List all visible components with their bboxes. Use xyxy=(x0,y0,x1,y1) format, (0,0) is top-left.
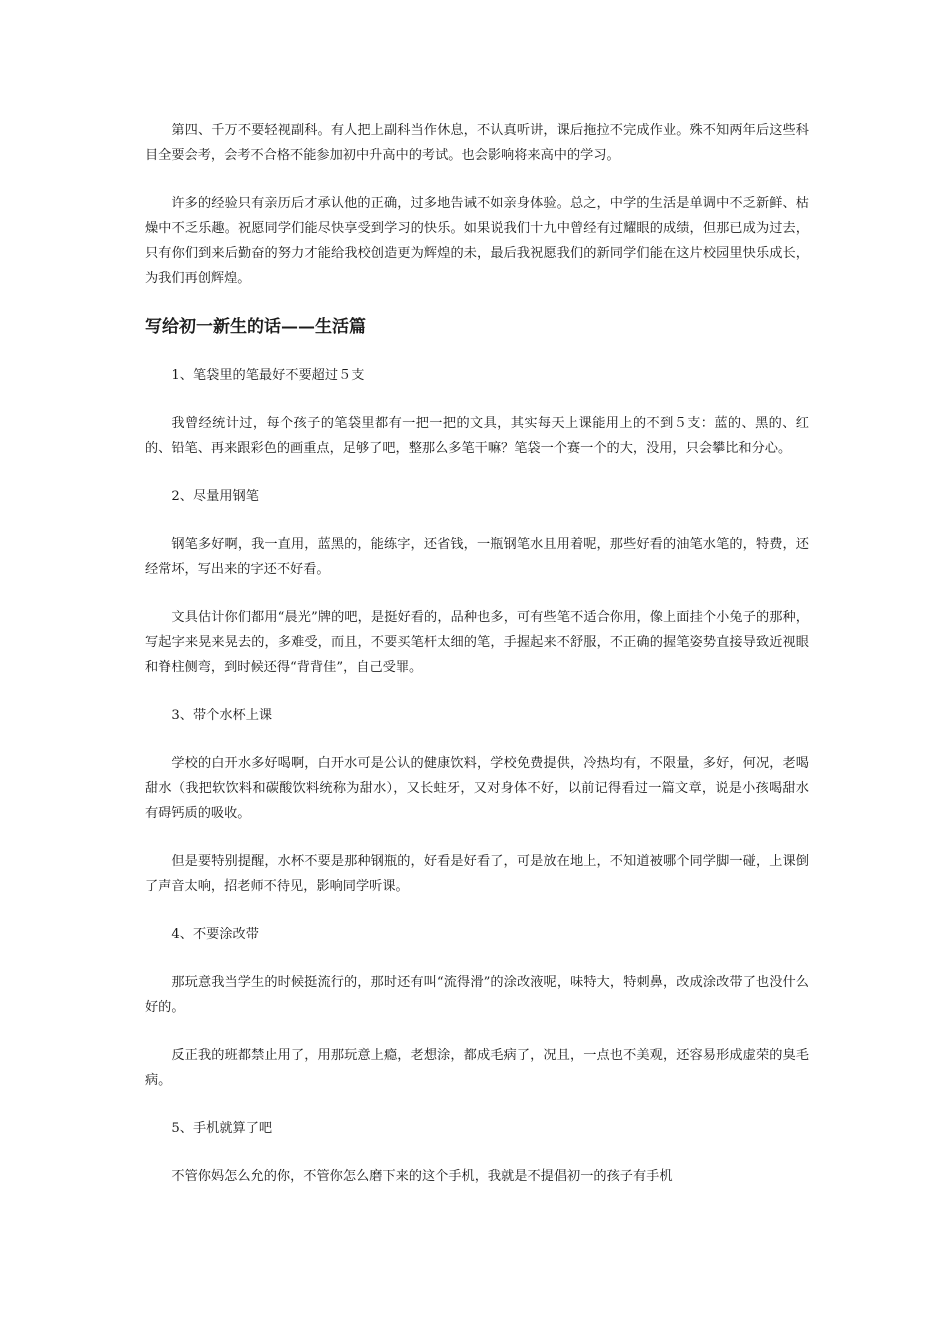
item-2-paragraph-1: 钢笔多好啊，我一直用，蓝黑的，能练字，还省钱，一瓶钢笔水且用着呢，那些好看的油笔水笔的，特费，还经常坏，写出来的字还不好看。 xyxy=(145,537,809,577)
intro-paragraph-1: 第四、千万不要轻视副科。有人把上副科当作休息，不认真听讲，课后拖拉不完成作业。殊不知两年后这些科目全要会考，会考不合格不能参加初中升高中的考试。也会影响将来高中的学习。 xyxy=(145,123,809,163)
item-3-paragraph-2: 但是要特别提醒，水杯不要是那种钢瓶的，好看是好看了，可是放在地上，不知道被哪个同学脚一碰，上课倒了声音太响，招老师不待见，影响同学听课。 xyxy=(145,854,809,894)
item-3-paragraph-1: 学校的白开水多好喝啊，白开水可是公认的健康饮料，学校免费提供，冷热均有，不限量，多好，何况，老喝甜水（我把软饮料和碳酸饮料统称为甜水），又长蛀牙，又对身体不好，以前记得看过一篇文章，说是小孩喝甜水有碍钙质的吸收。 xyxy=(145,756,809,821)
item-2-paragraph-2: 文具估计你们都用“晨光”牌的吧，是挺好看的，品种也多，可有些笔不适合你用，像上面挂个小兔子的那种，写起字来晃来晃去的，多难受，而且，不要买笔杆太细的笔，手握起来不舒服，不正确的握笔姿势直接导致近视眼和脊柱侧弯，到时候还得“背背佳”，自己受罪。 xyxy=(145,610,809,675)
item-title-1: 1、笔袋里的笔最好不要超过５支 xyxy=(171,368,365,383)
item-4-paragraph-2: 反正我的班都禁止用了，用那玩意上瘾，老想涂，都成毛病了，况且，一点也不美观，还容易形成虚荣的臭毛病。 xyxy=(145,1048,809,1088)
item-5-paragraph-1: 不管你妈怎么允的你，不管你怎么磨下来的这个手机，我就是不提倡初一的孩子有手机 xyxy=(171,1169,673,1184)
item-title-4: 4、不要涂改带 xyxy=(171,927,259,942)
item-1-paragraph-1: 我曾经统计过，每个孩子的笔袋里都有一把一把的文具，其实每天上课能用上的不到５支：蓝的、黑的、红的、铅笔、再来跟彩色的画重点，足够了吧，整那么多笔干嘛？笔袋一个赛一个的大，没用，只会攀比和分心。 xyxy=(145,416,809,456)
intro-paragraph-2: 许多的经验只有亲历后才承认他的正确，过多地告诫不如亲身体验。总之，中学的生活是单调中不乏新鲜、枯燥中不乏乐趣。祝愿同学们能尽快享受到学习的快乐。如果说我们十九中曾经有过耀眼的成绩，但那已成为过去，只有你们到来后勤奋的努力才能给我校创造更为辉煌的未，最后我祝愿我们的新同学们能在这片校园里快乐成长，为我们再创辉煌。 xyxy=(145,196,809,286)
item-title-5: 5、手机就算了吧 xyxy=(171,1121,273,1136)
section-title: 写给初一新生的话——生活篇 xyxy=(145,317,366,337)
item-title-2: 2、尽量用钢笔 xyxy=(171,489,259,504)
document-page xyxy=(145,118,809,1189)
item-title-3: 3、带个水杯上课 xyxy=(171,708,273,723)
item-4-paragraph-1: 那玩意我当学生的时候挺流行的，那时还有叫“流得滑”的涂改液呢，味特大，特刺鼻，改成涂改带了也没什么好的。 xyxy=(145,975,809,1015)
